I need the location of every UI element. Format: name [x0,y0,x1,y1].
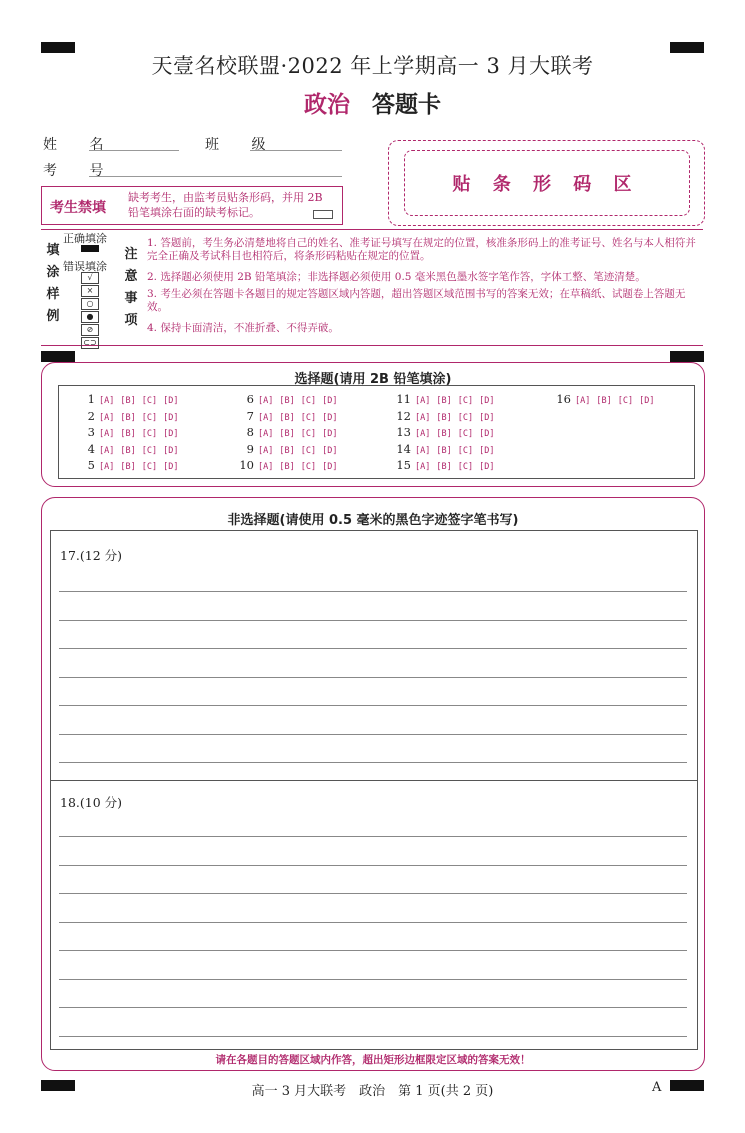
answer-bubble[interactable]: [B] [120,412,136,423]
answer-bubble[interactable]: [D] [322,445,338,456]
answer-bubble[interactable]: [A] [415,462,431,472]
question-number: 7 [246,408,254,423]
answer-bubble[interactable]: [C] [300,429,317,439]
card-label: 答题卡 [372,91,441,118]
answer-bubble[interactable]: [D] [322,396,338,406]
class-field[interactable] [250,150,342,151]
question-number: 2 [87,408,95,423]
instructions-panel [41,229,703,346]
answer-bubble[interactable]: [C] [457,412,474,423]
note-4: 4. 保持卡面清洁，不准折叠、不得弄破。 [147,322,339,334]
answer-bubble[interactable]: [C] [141,412,158,423]
answer-bubble[interactable]: [C] [300,396,317,406]
note-2: 2. 选择题必须使用 2B 铅笔填涂；非选择题必须使用 0.5 毫米黑色墨水签字笔作答，字体工整、笔迹清楚。 [147,271,646,283]
choice-question [389,458,500,472]
writing-line [59,922,687,923]
answer-bubble[interactable]: [D] [322,429,338,439]
answer-bubble[interactable]: [D] [163,462,179,472]
question-number: 12 [396,408,411,423]
out-of-bounds-warning: 请在各题目的答题区域内作答，超出矩形边框限定区域的答案无效！ [215,1054,531,1066]
id-label: 考 号 [43,163,118,179]
fill-example-side-label: 填 涂 样 例 [46,243,60,324]
answer-bubble[interactable]: [C] [141,429,158,439]
nonchoice-section [41,497,705,1071]
note-1: 1. 答题前，考生务必清楚地将自己的姓名、准考证号填写在规定的位置，核准条形码上的准考证号、姓名与本人相符并完全正确及考试科目也相符后，将条形码粘贴在规定的位置。 [147,237,696,262]
answer-bubble[interactable]: [D] [479,429,495,439]
question-number: 16 [556,392,571,406]
answer-bubble[interactable]: [D] [163,445,179,456]
q17-title: 17.(12 分) [60,548,123,563]
answer-bubble[interactable]: [D] [322,462,338,472]
answer-bubble[interactable]: [A] [258,396,274,406]
writing-line [59,591,687,592]
answer-bubble[interactable]: [B] [120,445,136,456]
choice-question [232,392,343,406]
answer-bubble[interactable]: [D] [479,396,495,406]
notes-side-label: 注 意 事 项 [124,247,138,328]
question-number: 8 [246,425,254,439]
answer-bubble[interactable]: [C] [141,396,158,406]
absent-text: 缺考考生，由监考员贴条形码，并用 2B 铅笔填涂右面的缺考标记。 [128,191,323,219]
answer-bubble[interactable]: [A] [99,429,115,439]
name-field[interactable] [89,150,179,151]
answer-bubble[interactable]: [A] [99,412,115,423]
answer-bubble[interactable]: [D] [479,462,495,472]
writing-line [59,950,687,951]
subject-label: 政治 [304,91,350,118]
registration-mark [41,351,75,362]
choice-grid [58,385,695,479]
choice-question [232,458,343,472]
absent-box [41,186,343,225]
choice-question [73,392,184,406]
writing-line [59,979,687,980]
writing-line [59,893,687,894]
question-number: 9 [246,441,254,456]
choice-question [549,392,660,406]
answer-bubble[interactable]: [A] [415,396,431,406]
choice-question [73,458,184,472]
answer-bubble[interactable]: [B] [436,429,452,439]
answer-bubble[interactable]: [B] [596,396,612,406]
choice-question [73,425,184,439]
answer-bubble[interactable]: [A] [99,396,115,406]
writing-line [59,1036,687,1037]
answer-bubble[interactable]: [C] [457,462,474,472]
answer-bubble[interactable]: [A] [258,429,274,439]
answer-bubble[interactable]: [D] [479,412,495,423]
answer-bubble[interactable]: [A] [258,462,274,472]
writing-line [59,705,687,706]
answer-bubble[interactable]: [B] [279,462,295,472]
answer-bubble[interactable]: [C] [141,445,158,456]
answer-bubble[interactable]: [A] [258,445,274,456]
absent-label: 考生禁填 [50,200,106,216]
question-number: 11 [396,392,411,406]
answer-bubble[interactable]: [C] [300,412,317,423]
answer-bubble[interactable]: [A] [415,412,431,423]
answer-bubble[interactable]: [C] [300,445,317,456]
choice-title: 选择题(请用 2B 铅笔填涂) [294,372,452,387]
choice-question [389,409,500,423]
answer-bubble[interactable]: [B] [436,445,452,456]
question-number: 3 [87,425,95,439]
answer-bubble[interactable]: [B] [436,396,452,406]
choice-question [232,409,343,423]
answer-bubble[interactable]: [B] [120,462,136,472]
answer-bubble[interactable]: [B] [436,462,452,472]
id-field[interactable] [89,176,342,177]
answer-bubble[interactable]: [A] [99,445,115,456]
nonchoice-title: 非选择题(请使用 0.5 毫米的黑色字迹签字笔书写) [227,513,519,528]
answer-bubble[interactable]: [D] [163,412,179,423]
answer-bubble[interactable]: [B] [279,396,295,406]
question-number: 4 [87,441,95,456]
question-number: 6 [246,392,254,406]
writing-line [59,1007,687,1008]
answer-bubble[interactable]: [B] [120,396,136,406]
name-label: 姓 名 [43,137,118,153]
writing-line [59,734,687,735]
answer-bubble[interactable]: [A] [258,412,274,423]
writing-line [59,620,687,621]
answer-bubble[interactable]: [C] [457,445,474,456]
question-number: 5 [87,458,95,472]
answer-bubble[interactable]: [C] [457,396,474,406]
answer-area-q17[interactable] [50,530,698,781]
writing-line [59,836,687,837]
correct-fill-sample [81,245,99,252]
sheet-title [0,86,745,119]
answer-bubble[interactable]: [A] [575,396,591,406]
choice-question [389,425,500,439]
answer-bubble[interactable]: [A] [99,462,115,472]
note-3: 3. 考生必须在答题卡各题目的规定答题区域内答题，超出答题区域范围书写的答案无效；在草稿纸、试题卷上答题无效。 [147,288,686,313]
answer-bubble[interactable]: [B] [120,429,136,439]
registration-mark [670,351,704,362]
answer-bubble[interactable]: [D] [163,429,179,439]
writing-line [59,762,687,763]
choice-question [232,425,343,439]
choice-question [73,442,184,456]
choice-question [232,442,343,456]
choice-question [73,409,184,423]
wrong-fill-label: 错误填涂 [63,260,107,273]
paper-version: A [652,1080,662,1095]
choice-question [389,392,500,406]
page-footer: 高一 3 月大联考 政治 第 1 页(共 2 页) [251,1084,494,1099]
answer-bubble[interactable]: [C] [457,429,474,439]
answer-bubble[interactable]: [D] [322,412,338,423]
correct-fill-label: 正确填涂 [63,232,107,245]
writing-line [59,648,687,649]
answer-bubble[interactable]: [A] [415,445,431,456]
answer-area-q18[interactable] [50,779,698,1050]
class-label: 班 级 [205,137,280,153]
exam-title: 天壹名校联盟·2022 年上学期高一 3 月大联考 [151,54,594,78]
answer-bubble[interactable]: [B] [436,412,452,423]
answer-bubble[interactable]: [B] [279,412,295,423]
barcode-label: 贴 条 形 码 区 [452,174,640,195]
question-number: 14 [396,441,411,456]
writing-line [59,677,687,678]
answer-bubble[interactable]: [A] [415,429,431,439]
choice-section [41,362,705,487]
answer-bubble[interactable]: [D] [479,445,495,456]
choice-question [389,442,500,456]
absent-mark-box[interactable] [313,210,333,219]
question-number: 10 [239,458,254,472]
answer-bubble[interactable]: [C] [300,462,317,472]
q18-title: 18.(10 分) [60,795,123,810]
wrong-fill-samples: √ × ○ ● ⊘ ⊂⊃ [81,272,99,349]
answer-bubble[interactable]: [D] [163,396,179,406]
answer-bubble[interactable]: [B] [279,429,295,439]
question-number: 13 [396,425,411,439]
answer-bubble[interactable]: [C] [141,462,158,472]
answer-bubble[interactable]: [D] [639,396,655,406]
question-number: 1 [87,392,95,406]
answer-bubble[interactable]: [C] [617,396,634,406]
answer-bubble[interactable]: [B] [279,445,295,456]
writing-line [59,865,687,866]
question-number: 15 [396,458,411,472]
